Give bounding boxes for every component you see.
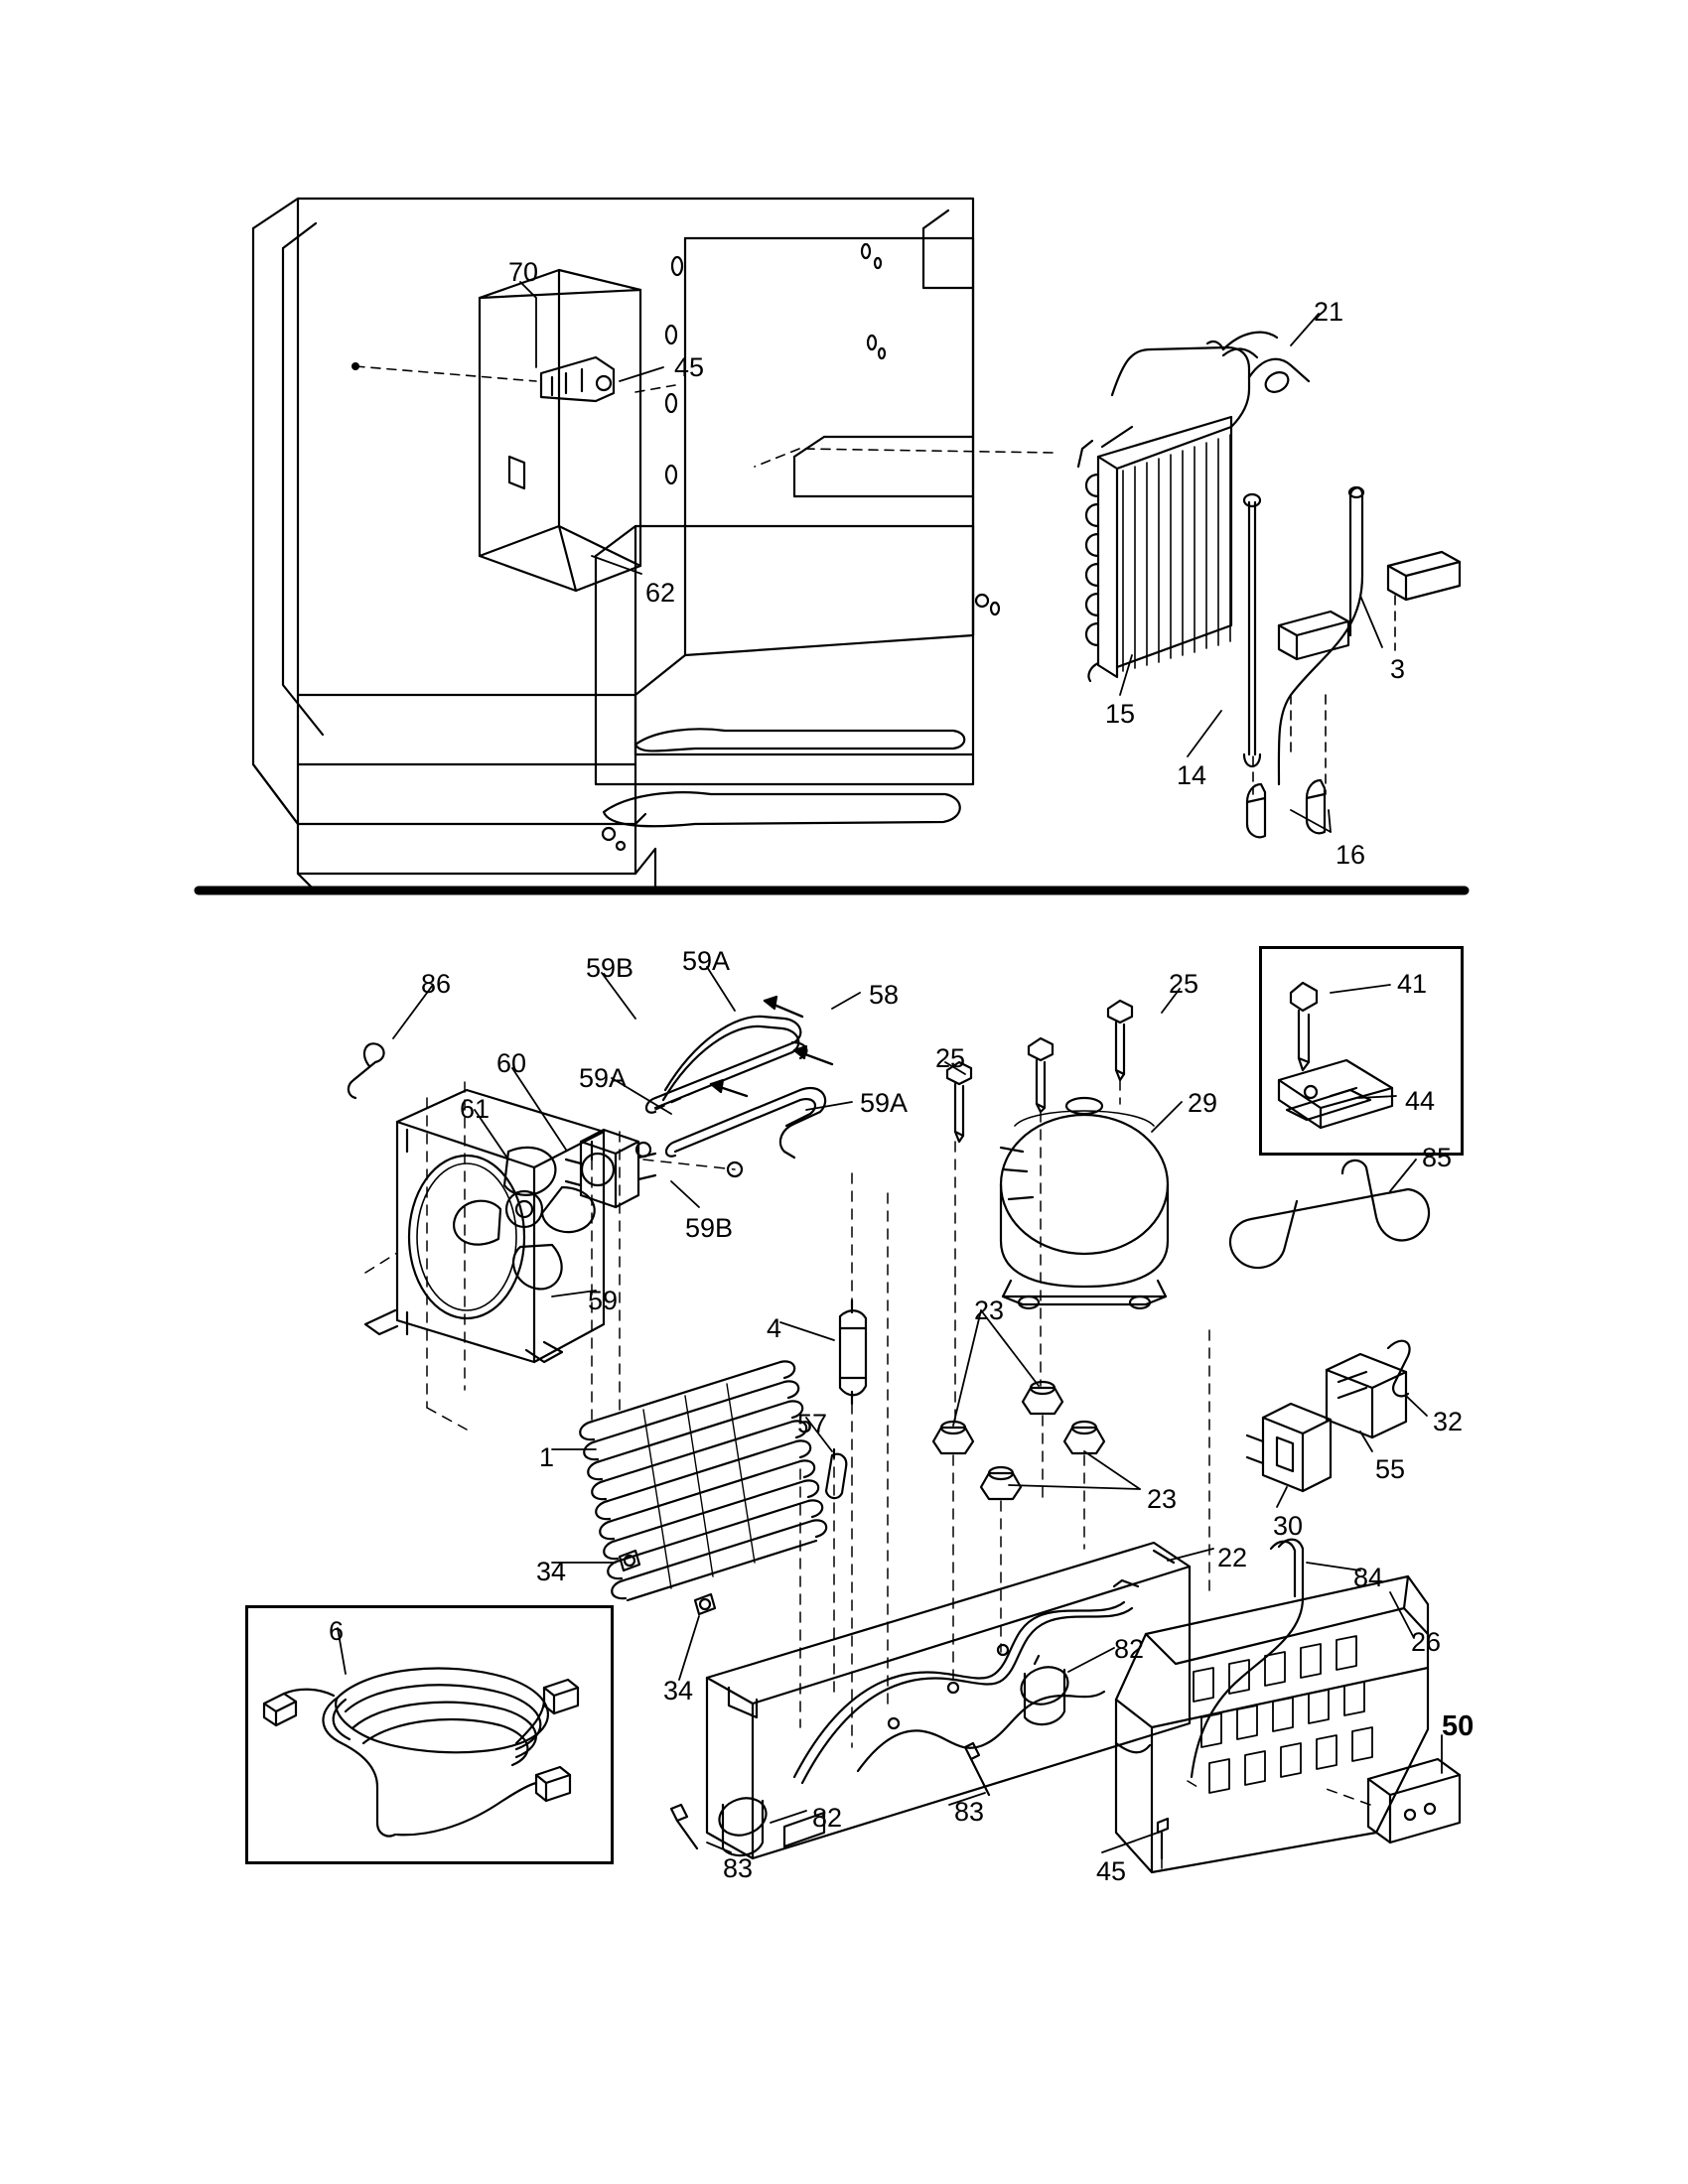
callout-83-left: 83 <box>723 1853 754 1883</box>
callout-22: 22 <box>1217 1543 1248 1572</box>
arrows-58 <box>711 997 832 1096</box>
callout-59b-lower: 59B <box>685 1213 734 1243</box>
screw-25-b <box>947 1062 971 1142</box>
callout-82-lower: 82 <box>812 1803 843 1833</box>
callout-70: 70 <box>508 257 539 287</box>
clip-86 <box>349 1043 384 1098</box>
callout-83-right: 83 <box>954 1797 985 1827</box>
clip-34-b <box>695 1594 715 1614</box>
air-duct-cover <box>480 270 640 591</box>
callout-23-lower: 23 <box>1147 1484 1178 1514</box>
callout-59a-mid: 59A <box>579 1063 628 1093</box>
fan-blade-61 <box>454 1148 595 1290</box>
callout-25-left: 25 <box>935 1043 966 1073</box>
callout-60: 60 <box>496 1048 527 1078</box>
callout-3: 3 <box>1390 654 1406 684</box>
callout-61: 61 <box>460 1094 491 1124</box>
callout-62: 62 <box>645 578 676 608</box>
callout-59b-upper: 59B <box>586 953 634 983</box>
callout-23-upper: 23 <box>974 1296 1005 1325</box>
callout-21: 21 <box>1314 297 1344 327</box>
callout-1: 1 <box>539 1442 555 1472</box>
callout-14: 14 <box>1177 760 1207 790</box>
relay-30 <box>1247 1404 1331 1491</box>
hardware-inset-box <box>1259 946 1464 1156</box>
callout-50: 50 <box>1442 1710 1475 1742</box>
module-50 <box>1368 1759 1460 1843</box>
callout-57: 57 <box>797 1409 828 1438</box>
callout-44: 44 <box>1405 1086 1436 1116</box>
condenser-coil-1 <box>580 1361 826 1608</box>
callout-41: 41 <box>1397 969 1428 999</box>
sensor-wire <box>1279 487 1363 784</box>
wire-clips-16 <box>1247 780 1325 837</box>
evaporator-coil <box>1078 347 1309 681</box>
screw-83-a <box>965 1743 989 1795</box>
callout-6: 6 <box>329 1616 345 1646</box>
callout-45-duct: 45 <box>674 352 705 382</box>
fan-shroud-59 <box>365 1090 604 1362</box>
water-tubing-inset-box <box>245 1605 614 1864</box>
callout-86: 86 <box>421 969 452 999</box>
compressor-29 <box>1001 1098 1168 1308</box>
callout-26: 26 <box>1411 1627 1442 1657</box>
callout-58: 58 <box>869 980 900 1010</box>
defrost-heater <box>1244 494 1260 766</box>
wiring-harness-59a <box>646 1017 825 1158</box>
cabinet-outline <box>253 199 999 893</box>
filter-drier-4 <box>840 1300 866 1404</box>
screw-83-b <box>671 1805 697 1848</box>
callout-15: 15 <box>1105 699 1136 729</box>
thermostat-bracket-3 <box>1279 552 1460 659</box>
callout-55: 55 <box>1375 1454 1406 1484</box>
screw-25-a <box>1029 1038 1053 1112</box>
callout-25-upper: 25 <box>1169 969 1199 999</box>
capacitor-82-b <box>715 1792 772 1855</box>
callout-34-upper: 34 <box>536 1557 567 1586</box>
duct-bracket <box>541 357 614 401</box>
callout-59a-upper: 59A <box>682 946 731 976</box>
callout-16: 16 <box>1336 840 1366 870</box>
capacitor-82-a <box>1017 1656 1073 1724</box>
callout-4: 4 <box>767 1313 782 1343</box>
component-57 <box>826 1449 846 1498</box>
callout-59: 59 <box>588 1286 619 1315</box>
callout-30: 30 <box>1273 1511 1304 1541</box>
callout-45-pan: 45 <box>1096 1856 1127 1886</box>
screw-25-c <box>1108 1001 1132 1080</box>
callout-34-lower: 34 <box>663 1676 694 1706</box>
overload-55 <box>1327 1354 1406 1437</box>
wire-form-85 <box>1230 1160 1429 1268</box>
callout-32: 32 <box>1433 1407 1464 1436</box>
callout-29: 29 <box>1188 1088 1218 1118</box>
callout-59a-right: 59A <box>860 1088 909 1118</box>
callout-84: 84 <box>1353 1563 1384 1592</box>
callout-82-upper: 82 <box>1114 1634 1145 1664</box>
screw-45-bottom <box>1158 1819 1168 1858</box>
callout-85: 85 <box>1422 1143 1453 1172</box>
